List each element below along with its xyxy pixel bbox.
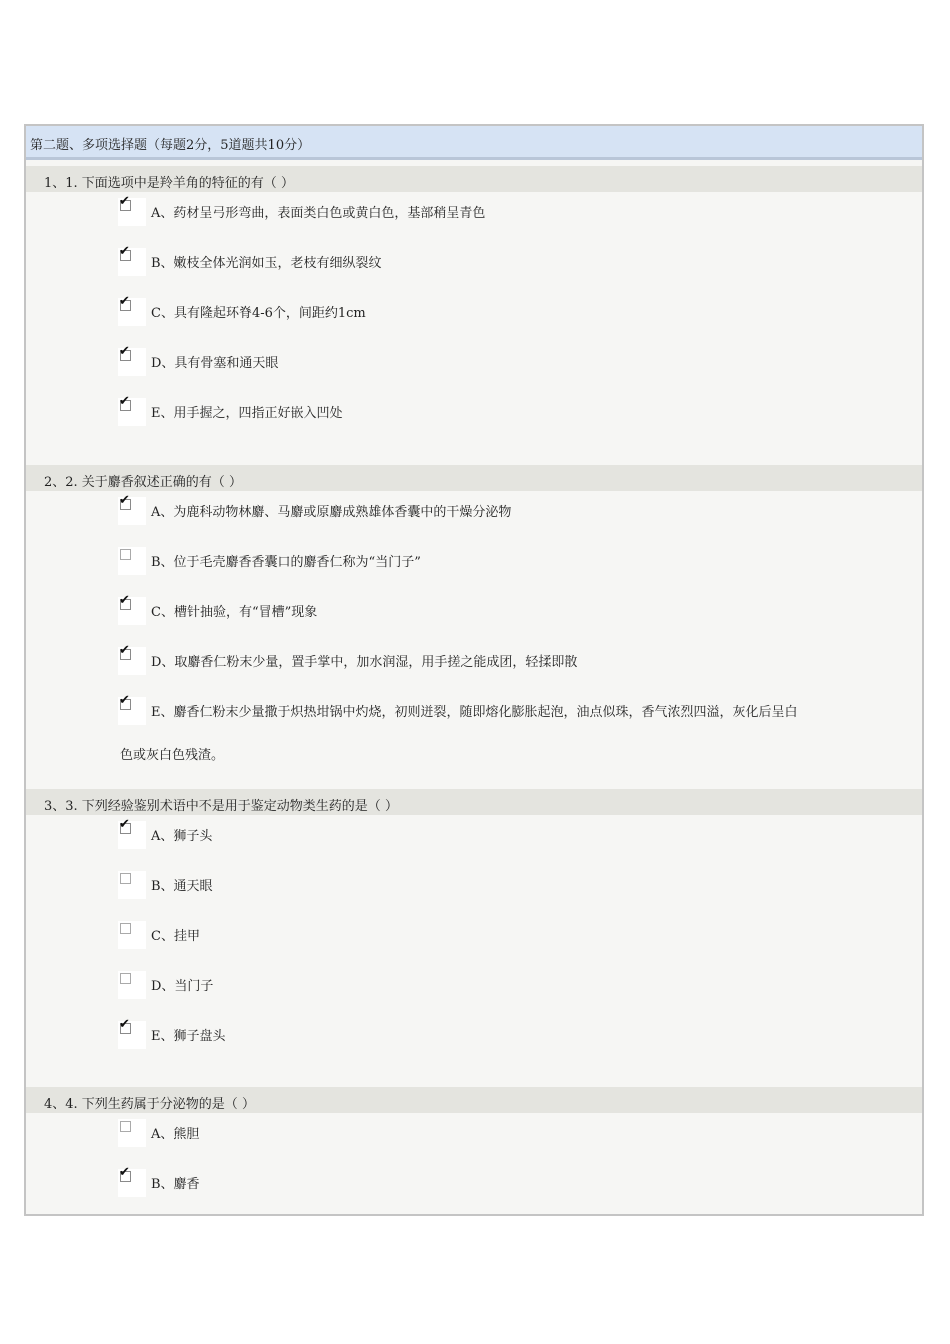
option-b[interactable] (26, 541, 922, 591)
checkmark-icon: ✔ (119, 1017, 130, 1032)
checkbox[interactable] (118, 244, 146, 276)
option-label: E、麝香仁粉末少量撒于炽热坩锅中灼烧，初则迸裂，随即熔化膨胀起泡，油点似珠，香气浓烈四溢，灰化后呈白 (151, 705, 798, 720)
option-label: C、槽针抽验，有“冒槽”现象 (151, 605, 318, 620)
question-4 (26, 1087, 922, 1213)
option-label: A、狮子头 (151, 829, 213, 844)
option-label: B、麝香 (151, 1177, 200, 1192)
option-a[interactable] (26, 1113, 922, 1163)
option-e[interactable] (26, 392, 922, 442)
option-label: C、具有隆起环脊4-6个，间距约1cm (151, 306, 366, 321)
checkmark-icon: ✔ (119, 244, 130, 259)
option-label: A、为鹿科动物林麝、马麝或原麝成熟雄体香囊中的干燥分泌物 (151, 505, 512, 520)
option-label: D、当门子 (151, 979, 214, 994)
option-label: E、用手握之，四指正好嵌入凹处 (151, 406, 343, 421)
option-label: E、狮子盘头 (151, 1029, 226, 1044)
checkbox[interactable] (118, 1165, 146, 1197)
question-1 (26, 166, 922, 442)
option-d[interactable] (26, 965, 922, 1015)
option-d[interactable] (26, 342, 922, 392)
checkbox[interactable] (118, 817, 146, 849)
option-a[interactable] (26, 815, 922, 865)
option-a[interactable] (26, 491, 922, 541)
checkmark-icon: ✔ (119, 593, 130, 608)
option-label: B、嫩枝全体光润如玉，老枝有细纵裂纹 (151, 256, 382, 271)
question-title: 1、1. 下面选项中是羚羊角的特征的有（ ） (26, 166, 922, 192)
checkbox[interactable] (118, 593, 146, 625)
checkbox[interactable] (118, 1119, 146, 1147)
checkbox[interactable] (118, 971, 146, 999)
checkmark-icon: ✔ (119, 693, 130, 708)
option-label-continued: 色或灰白色残渣。 (120, 748, 225, 763)
checkmark-icon: ✔ (119, 1165, 130, 1180)
checkbox[interactable] (118, 194, 146, 226)
checkbox[interactable] (118, 693, 146, 725)
checkbox[interactable] (118, 294, 146, 326)
question-2 (26, 465, 922, 765)
checkbox[interactable] (118, 493, 146, 525)
option-label: C、挂甲 (151, 929, 200, 944)
question-title: 2、2. 关于麝香叙述正确的有（ ） (26, 465, 922, 491)
checkbox[interactable] (118, 547, 146, 575)
option-c[interactable] (26, 292, 922, 342)
checkmark-icon: ✔ (119, 194, 130, 209)
checkbox[interactable] (118, 344, 146, 376)
option-b[interactable] (26, 242, 922, 292)
option-c[interactable] (26, 915, 922, 965)
option-label: B、位于毛壳麝香香囊口的麝香仁称为“当门子” (151, 555, 421, 570)
option-label: B、通天眼 (151, 879, 213, 894)
checkbox[interactable] (118, 643, 146, 675)
option-a[interactable] (26, 192, 922, 242)
checkmark-icon: ✔ (119, 493, 130, 508)
option-label: A、熊胆 (151, 1127, 200, 1142)
question-title: 3、3. 下列经验鉴别术语中不是用于鉴定动物类生药的是（ ） (26, 789, 922, 815)
checkbox[interactable] (118, 871, 146, 899)
checkbox[interactable] (118, 1017, 146, 1049)
quiz-panel (24, 124, 924, 1216)
option-d[interactable] (26, 641, 922, 691)
question-3 (26, 789, 922, 1065)
option-label: A、药材呈弓形弯曲，表面类白色或黄白色，基部稍呈青色 (151, 206, 486, 221)
option-e[interactable] (26, 1015, 922, 1065)
option-label: D、具有骨塞和通天眼 (151, 356, 279, 371)
option-e[interactable] (26, 691, 922, 765)
checkmark-icon: ✔ (119, 294, 130, 309)
checkbox[interactable] (118, 394, 146, 426)
checkmark-icon: ✔ (119, 394, 130, 409)
option-c[interactable] (26, 591, 922, 641)
checkbox[interactable] (118, 921, 146, 949)
checkmark-icon: ✔ (119, 643, 130, 658)
option-b[interactable] (26, 1163, 922, 1213)
checkmark-icon: ✔ (119, 344, 130, 359)
checkmark-icon: ✔ (119, 817, 130, 832)
section-title: 第二题、多项选择题（每题2分，5道题共10分） (26, 126, 922, 160)
option-b[interactable] (26, 865, 922, 915)
question-title: 4、4. 下列生药属于分泌物的是（ ） (26, 1087, 922, 1113)
option-label: D、取麝香仁粉末少量，置手掌中，加水润湿，用手搓之能成团，轻揉即散 (151, 655, 578, 670)
